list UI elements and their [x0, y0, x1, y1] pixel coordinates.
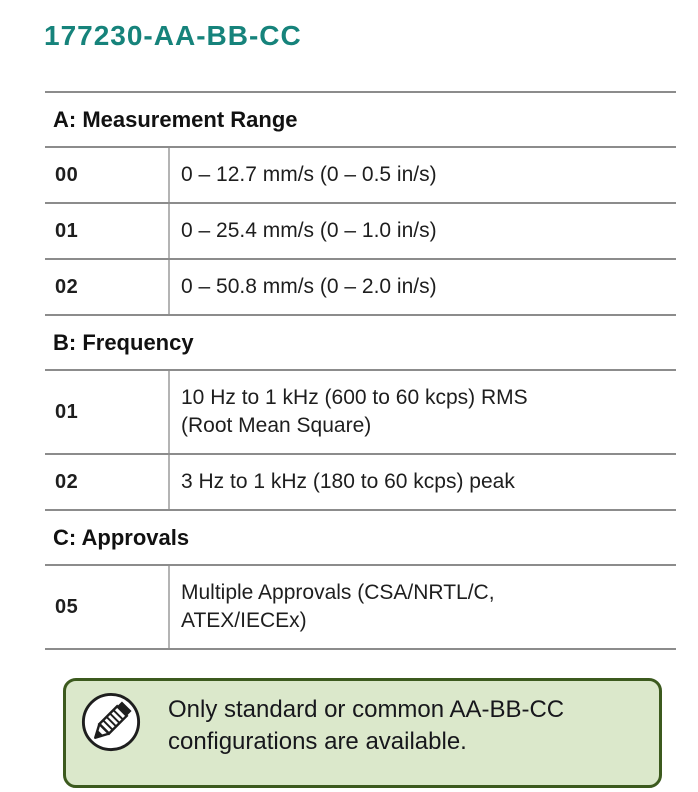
option-description: Multiple Approvals (CSA/NRTL/C, ATEX/IECEx): [168, 566, 676, 648]
order-table: [45, 91, 676, 650]
table-row: [45, 146, 676, 202]
table-row: [45, 369, 676, 453]
table-row: [45, 202, 676, 258]
section-header: C: Approvals: [45, 509, 676, 564]
option-code: 00: [55, 163, 79, 186]
option-code: 02: [55, 470, 79, 493]
option-code: 01: [55, 219, 79, 242]
table-row: [45, 258, 676, 314]
page-title: 177230-AA-BB-CC: [44, 20, 302, 51]
pencil-icon: [80, 691, 142, 758]
option-code: 02: [55, 275, 79, 298]
option-description: 0 – 50.8 mm/s (0 – 2.0 in/s): [168, 260, 676, 314]
option-description: 0 – 12.7 mm/s (0 – 0.5 in/s): [168, 148, 676, 202]
table-row: [45, 453, 676, 509]
section-header: A: Measurement Range: [45, 91, 676, 146]
note-text: Only standard or common AA-BB-CC configurations are available.: [168, 696, 565, 755]
option-description: 3 Hz to 1 kHz (180 to 60 kcps) peak: [168, 455, 676, 509]
table-row: [45, 564, 676, 648]
option-code: 01: [55, 400, 79, 423]
section-header: B: Frequency: [45, 314, 676, 369]
note-box: [63, 678, 662, 788]
option-code: 05: [55, 595, 79, 618]
option-description: 0 – 25.4 mm/s (0 – 1.0 in/s): [168, 204, 676, 258]
option-description: 10 Hz to 1 kHz (600 to 60 kcps) RMS (Root Mean Square): [168, 371, 676, 453]
